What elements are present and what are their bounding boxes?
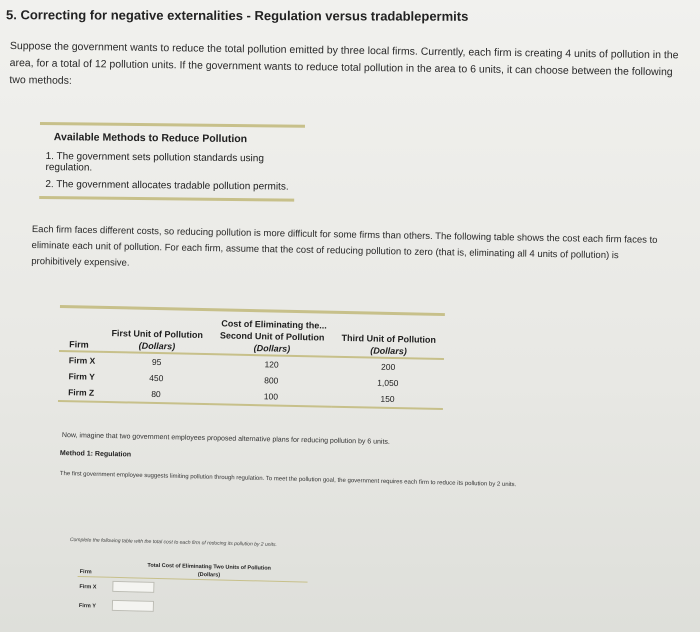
method-item-2: 2. The government allocates tradable pollution permits.	[45, 179, 289, 193]
col-header-first: First Unit of Pollution	[111, 328, 204, 340]
row-firm-label: Firm X	[79, 583, 97, 590]
table-cell: 95	[151, 356, 162, 368]
page-title: 5. Correcting for negative externalities - Regulation versus tradablepermits	[5, 7, 469, 24]
table-cell: 1,050	[377, 377, 399, 389]
complete-instruction: Complete the following table with the total cost to each firm of reducing its pollution by 2 units.	[69, 537, 278, 549]
col-unit-third: (Dollars)	[333, 344, 444, 359]
two-table-unit: (Dollars)	[110, 569, 307, 582]
method1-text: The first government employee suggests limiting pollution through regulation. To meet the pollution goal, the government requires each firm to reduce its pollution by 2 units.	[59, 470, 517, 489]
intro-paragraph: Suppose the government wants to reduce the total pollution emitted by three local firms. Currently, each firm is creating 4 units of pollution in the area, for a total of 12 pollution units. If the government wants to reduce total pollution in the area to 6 units, it can choose between the following two methods:	[9, 39, 679, 87]
methods-box	[39, 122, 305, 202]
cost-table	[58, 305, 445, 410]
row-firm-label: Firm X	[68, 355, 96, 366]
answer-input-firm-y[interactable]	[111, 600, 153, 612]
two-table-firm-header: Firm	[78, 568, 111, 577]
methods-heading: Available Methods to Reduce Pollution	[53, 131, 248, 146]
table-cell: 150	[332, 390, 444, 409]
methods-bottom-rule	[39, 196, 294, 202]
table-cell: 80	[102, 385, 210, 404]
method-item-1: 1. The government sets pollution standards using regulation.	[45, 151, 264, 174]
row-firm-label: Firm Y	[68, 371, 95, 382]
col-unit-second: (Dollars)	[211, 341, 333, 357]
table-cell: 450	[149, 372, 164, 384]
cost-table-super-header: Cost of Eliminating the...	[221, 318, 327, 331]
col-unit-first: (Dollars)	[103, 339, 211, 354]
two-table-header: Total Cost of Eliminating Two Units of Pollution	[147, 562, 272, 572]
costs-paragraph: Each firm faces different costs, so reducing pollution is more difficult for some firms than others. The following table shows the cost each firm faces to eliminate each unit of pollution. For each firm, assume that the cost of reducing pollution to zero (that is, eliminating all 4 units of pollution) is prohibitively expensive.	[31, 223, 658, 269]
col-header-third: Third Unit of Pollution	[341, 332, 437, 345]
method1-heading: Method 1: Regulation	[59, 450, 132, 459]
answer-input-firm-x[interactable]	[112, 581, 154, 593]
col-header-second: Second Unit of Pollution	[219, 330, 325, 343]
table-cell: 100	[210, 387, 332, 407]
now-text: Now, imagine that two government employees proposed alternative plans for reducing pollution by 6 units.	[61, 432, 390, 446]
row-firm-label: Firm Z	[58, 384, 102, 402]
two-unit-cost-table	[77, 560, 308, 621]
table-cell: 800	[264, 375, 279, 386]
table-cell: 120	[264, 359, 279, 370]
row-firm-label: Firm Y	[78, 602, 96, 609]
firm-column-header: Firm	[59, 338, 103, 352]
methods-top-rule	[40, 122, 305, 128]
table-cell: 200	[380, 361, 396, 373]
